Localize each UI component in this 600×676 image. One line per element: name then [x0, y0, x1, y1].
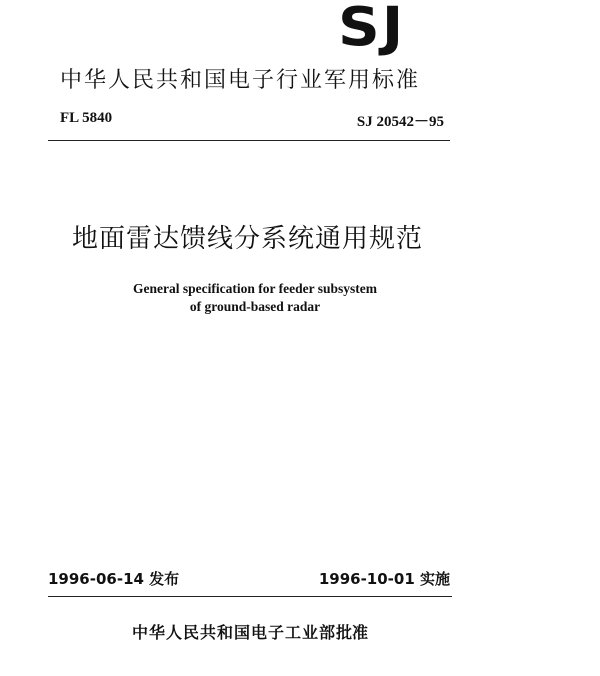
approval-label: 批准 [336, 623, 369, 642]
implement-date: 1996-10-01 实施 [318, 570, 450, 588]
classification-code: FL 5840 [60, 110, 113, 126]
document-title-en-line1: General specification for feeder subsystem [133, 281, 377, 296]
approving-authority: 中华人民共和国电子工业部 [132, 623, 337, 642]
standard-number: SJ 20542－95 [356, 114, 444, 130]
top-divider [48, 140, 450, 141]
sj-logo: SJ [338, 0, 406, 58]
document-title-en-line2: of ground-based radar [189, 299, 321, 314]
issue-date: 1996-06-14 发布 [48, 570, 180, 588]
document-title-cn: 地面雷达馈线分系统通用规范 [72, 224, 424, 254]
bottom-divider [48, 596, 452, 597]
issuer-title: 中华人民共和国电子行业军用标准 [60, 68, 421, 93]
